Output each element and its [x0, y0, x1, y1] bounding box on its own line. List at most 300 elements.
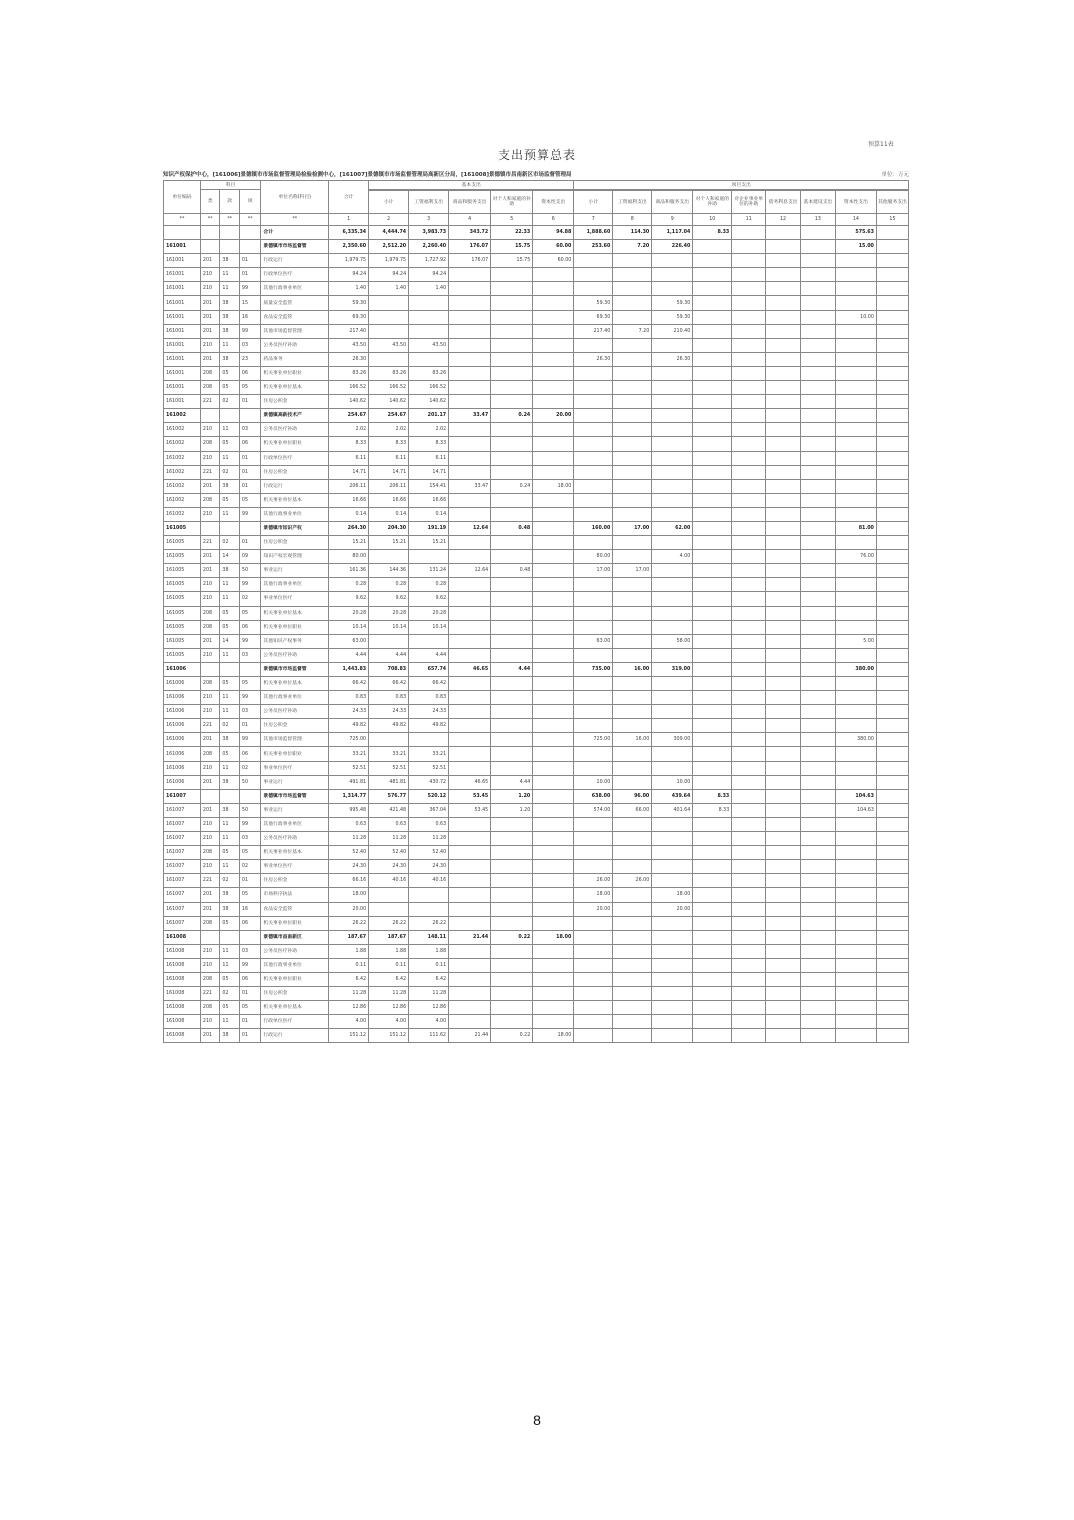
table-cell: 38	[220, 479, 239, 493]
table-cell	[613, 296, 652, 310]
table-cell	[574, 620, 613, 634]
table-cell	[876, 395, 908, 409]
table-cell	[766, 324, 801, 338]
table-cell	[613, 606, 652, 620]
unit-info-line	[163, 170, 909, 180]
table-cell	[835, 564, 876, 578]
table-cell	[533, 944, 574, 958]
table-cell: 15.00	[835, 240, 876, 254]
table-cell	[533, 352, 574, 366]
table-cell: 05	[220, 366, 239, 380]
table-cell: 59.30	[329, 296, 369, 310]
table-cell: 02	[220, 987, 239, 1001]
table-cell: 63.00	[329, 634, 369, 648]
table-cell	[652, 451, 693, 465]
table-cell: 96.00	[613, 789, 652, 803]
table-cell: 机关事业单位基本	[261, 1001, 329, 1015]
table-cell: 11	[220, 423, 239, 437]
table-cell	[876, 747, 908, 761]
table-cell	[876, 592, 908, 606]
header-index-cell: 10	[693, 214, 732, 226]
table-cell	[613, 1029, 652, 1043]
table-cell	[876, 606, 908, 620]
table-cell: 药品事务	[261, 352, 329, 366]
table-cell	[732, 832, 766, 846]
table-cell: 161001	[164, 268, 201, 282]
table-cell: 221	[200, 465, 219, 479]
table-cell	[449, 677, 491, 691]
table-cell: 161001	[164, 381, 201, 395]
table-cell	[732, 352, 766, 366]
header-basic-col: 对个人和家庭的补助	[491, 191, 533, 214]
table-cell: 52.51	[409, 761, 449, 775]
table-cell	[652, 620, 693, 634]
table-cell: 94.88	[533, 226, 574, 240]
table-cell	[732, 944, 766, 958]
table-cell	[876, 268, 908, 282]
table-cell: 161001	[164, 282, 201, 296]
table-cell	[732, 536, 766, 550]
table-cell	[449, 874, 491, 888]
table-cell	[693, 465, 732, 479]
table-cell: 491.81	[329, 775, 369, 789]
table-cell	[533, 705, 574, 719]
table-cell: 3,983.73	[409, 226, 449, 240]
table-cell	[801, 705, 836, 719]
table-cell	[613, 719, 652, 733]
table-cell	[613, 860, 652, 874]
table-row	[164, 1029, 909, 1043]
table-cell: 6,335.34	[329, 226, 369, 240]
table-cell	[613, 423, 652, 437]
header-index-cell: 2	[369, 214, 409, 226]
table-cell: 206.11	[369, 479, 409, 493]
table-cell	[732, 409, 766, 423]
table-cell: 1.40	[409, 282, 449, 296]
table-row	[164, 352, 909, 366]
table-cell: 161006	[164, 691, 201, 705]
table-cell	[766, 226, 801, 240]
table-cell	[239, 789, 261, 803]
table-cell	[801, 1015, 836, 1029]
table-cell: 38	[220, 1029, 239, 1043]
table-cell: 201	[200, 479, 219, 493]
header-unit-code: 单位编码	[164, 181, 201, 214]
table-cell	[693, 691, 732, 705]
table-cell: 38	[220, 310, 239, 324]
table-cell	[574, 423, 613, 437]
table-cell: 8.33	[693, 789, 732, 803]
table-cell	[613, 282, 652, 296]
table-cell: 0.48	[491, 521, 533, 535]
table-cell	[613, 634, 652, 648]
table-cell	[574, 930, 613, 944]
table-cell	[732, 395, 766, 409]
table-cell	[449, 916, 491, 930]
table-cell	[693, 1001, 732, 1015]
table-cell	[613, 817, 652, 831]
table-cell	[574, 437, 613, 451]
header-index-cell: 5	[491, 214, 533, 226]
table-cell	[449, 310, 491, 324]
table-cell	[766, 677, 801, 691]
table-cell: 05	[220, 846, 239, 860]
table-cell: 208	[200, 366, 219, 380]
table-row	[164, 254, 909, 268]
table-row	[164, 409, 909, 423]
table-row	[164, 733, 909, 747]
table-cell	[239, 521, 261, 535]
table-cell: 99	[239, 282, 261, 296]
header-project: 项目支出	[574, 181, 909, 190]
table-cell: 161002	[164, 493, 201, 507]
table-cell	[449, 324, 491, 338]
table-cell: 06	[239, 747, 261, 761]
table-cell: 6.42	[329, 972, 369, 986]
header-basic: 基本支出	[369, 181, 574, 190]
table-cell	[652, 719, 693, 733]
table-cell: 11.28	[329, 987, 369, 1001]
table-cell	[732, 592, 766, 606]
table-cell	[801, 719, 836, 733]
table-cell	[491, 381, 533, 395]
table-cell: 161005	[164, 634, 201, 648]
table-cell: 11	[220, 817, 239, 831]
table-cell	[449, 352, 491, 366]
table-cell: 59.30	[652, 296, 693, 310]
table-cell: 50	[239, 803, 261, 817]
table-cell	[801, 930, 836, 944]
table-cell	[491, 1015, 533, 1029]
table-cell: 574.00	[574, 803, 613, 817]
table-cell: 201	[200, 634, 219, 648]
table-cell: 52.51	[369, 761, 409, 775]
table-cell	[652, 254, 693, 268]
table-cell: 机关事业单位职业	[261, 747, 329, 761]
table-cell	[693, 944, 732, 958]
table-cell: 94.24	[409, 268, 449, 282]
table-row	[164, 1001, 909, 1015]
table-cell: 210	[200, 691, 219, 705]
table-cell: 166.52	[409, 381, 449, 395]
table-row	[164, 860, 909, 874]
table-cell	[835, 338, 876, 352]
form-number: 预算11表	[868, 141, 894, 148]
table-cell	[533, 366, 574, 380]
table-cell	[766, 662, 801, 676]
table-cell	[533, 817, 574, 831]
table-cell: 253.60	[574, 240, 613, 254]
table-cell	[693, 296, 732, 310]
table-cell	[613, 832, 652, 846]
table-cell	[613, 437, 652, 451]
table-row	[164, 324, 909, 338]
table-cell	[693, 521, 732, 535]
table-cell	[693, 733, 732, 747]
table-cell: 33.21	[329, 747, 369, 761]
header-index-cell: 15	[876, 214, 908, 226]
table-cell: 10.00	[652, 775, 693, 789]
table-cell	[876, 1001, 908, 1015]
table-cell: 206.11	[329, 479, 369, 493]
header-basic-col: 商品和服务支出	[449, 191, 491, 214]
table-cell	[766, 423, 801, 437]
table-cell: 421.48	[369, 803, 409, 817]
table-cell	[876, 296, 908, 310]
table-cell: 99	[239, 507, 261, 521]
table-cell	[801, 606, 836, 620]
table-cell	[574, 536, 613, 550]
table-cell: 221	[200, 987, 219, 1001]
table-cell	[200, 240, 219, 254]
table-cell	[876, 916, 908, 930]
table-cell: 03	[239, 944, 261, 958]
table-cell	[491, 493, 533, 507]
table-cell	[652, 437, 693, 451]
table-cell	[766, 902, 801, 916]
table-cell: 10.14	[369, 620, 409, 634]
table-cell	[732, 775, 766, 789]
table-cell: 99	[239, 578, 261, 592]
table-cell	[200, 662, 219, 676]
table-cell: 161007	[164, 860, 201, 874]
header-index-cell: 7	[574, 214, 613, 226]
table-cell	[693, 648, 732, 662]
table-cell: 0.48	[491, 564, 533, 578]
table-cell: 机关事业单位职业	[261, 916, 329, 930]
table-row	[164, 987, 909, 1001]
table-cell	[835, 606, 876, 620]
table-cell	[613, 930, 652, 944]
table-cell: 住房公积金	[261, 719, 329, 733]
table-cell: 210	[200, 451, 219, 465]
table-cell: 18.00	[533, 479, 574, 493]
table-cell: 151.12	[369, 1029, 409, 1043]
table-cell: 38	[220, 296, 239, 310]
table-cell: 20.28	[409, 606, 449, 620]
table-cell: 0.24	[491, 479, 533, 493]
table-cell	[693, 310, 732, 324]
table-cell: 行政运行	[261, 479, 329, 493]
header-project-col: 债务利息支出	[766, 191, 801, 214]
table-cell	[449, 578, 491, 592]
table-cell	[449, 944, 491, 958]
table-cell: 161007	[164, 846, 201, 860]
table-cell	[835, 324, 876, 338]
table-cell	[574, 846, 613, 860]
table-cell	[835, 832, 876, 846]
table-cell	[449, 282, 491, 296]
table-cell	[693, 338, 732, 352]
table-cell: 38	[220, 324, 239, 338]
table-cell: 161001	[164, 254, 201, 268]
table-cell: 11	[220, 282, 239, 296]
table-cell	[801, 1001, 836, 1015]
table-cell	[613, 987, 652, 1001]
table-cell: 208	[200, 972, 219, 986]
table-cell	[533, 507, 574, 521]
table-cell: 2,512.20	[369, 240, 409, 254]
table-cell	[652, 606, 693, 620]
table-cell: 食品安全监管	[261, 902, 329, 916]
table-cell	[491, 916, 533, 930]
table-cell	[533, 521, 574, 535]
table-cell	[801, 437, 836, 451]
table-cell: 161002	[164, 479, 201, 493]
table-cell	[574, 479, 613, 493]
table-cell: 210	[200, 1015, 219, 1029]
table-cell	[876, 888, 908, 902]
table-cell: 38	[220, 803, 239, 817]
table-cell	[613, 352, 652, 366]
table-cell: 住房公积金	[261, 465, 329, 479]
table-cell	[801, 944, 836, 958]
table-cell: 质量安全监管	[261, 296, 329, 310]
table-cell: 201	[200, 310, 219, 324]
table-cell	[449, 620, 491, 634]
table-cell: 16.66	[329, 493, 369, 507]
table-cell	[491, 987, 533, 1001]
table-cell	[732, 366, 766, 380]
table-cell: 161008	[164, 930, 201, 944]
table-cell: 161006	[164, 747, 201, 761]
table-cell: 66.16	[329, 874, 369, 888]
table-cell	[613, 550, 652, 564]
header-project-col: 资本性支出	[835, 191, 876, 214]
table-cell	[652, 1015, 693, 1029]
table-cell: 208	[200, 493, 219, 507]
table-cell: 11	[220, 648, 239, 662]
table-cell	[574, 578, 613, 592]
table-cell: 景德镇市昌南新区	[261, 930, 329, 944]
table-cell: 4.00	[369, 1015, 409, 1029]
table-cell	[732, 564, 766, 578]
table-cell	[766, 691, 801, 705]
table-cell	[693, 409, 732, 423]
table-cell: 其他知识产权事务	[261, 634, 329, 648]
table-cell	[876, 507, 908, 521]
table-cell: 其他行政事业单位	[261, 507, 329, 521]
table-cell: 43.50	[409, 338, 449, 352]
table-cell	[693, 677, 732, 691]
table-cell	[220, 240, 239, 254]
table-cell: 176.07	[449, 240, 491, 254]
table-cell	[652, 747, 693, 761]
table-cell	[491, 761, 533, 775]
table-cell: 380.00	[835, 662, 876, 676]
table-row	[164, 381, 909, 395]
table-cell: 03	[239, 832, 261, 846]
table-cell	[693, 366, 732, 380]
table-cell	[766, 578, 801, 592]
table-cell	[491, 944, 533, 958]
table-cell	[449, 987, 491, 1001]
table-cell	[801, 451, 836, 465]
table-cell	[533, 634, 574, 648]
table-cell	[732, 987, 766, 1001]
table-cell	[766, 888, 801, 902]
table-row	[164, 366, 909, 380]
table-cell: 104.63	[835, 803, 876, 817]
table-cell	[533, 395, 574, 409]
table-cell: 481.81	[369, 775, 409, 789]
table-cell: 50	[239, 775, 261, 789]
table-cell: 33.21	[409, 747, 449, 761]
table-cell	[491, 817, 533, 831]
table-cell: 15.21	[409, 536, 449, 550]
table-cell	[732, 761, 766, 775]
table-cell: 11.28	[409, 987, 449, 1001]
table-cell	[652, 705, 693, 719]
table-cell: 知识产权宏观管理	[261, 550, 329, 564]
table-cell: 8.33	[693, 226, 732, 240]
table-cell	[449, 451, 491, 465]
table-cell: 62.00	[652, 521, 693, 535]
table-cell: 01	[239, 536, 261, 550]
table-row	[164, 493, 909, 507]
table-cell	[693, 662, 732, 676]
table-cell: 187.67	[369, 930, 409, 944]
table-cell	[652, 493, 693, 507]
table-cell: 161001	[164, 296, 201, 310]
table-cell: 0.28	[369, 578, 409, 592]
table-cell: 03	[239, 648, 261, 662]
table-cell: 12.64	[449, 521, 491, 535]
table-cell: 99	[239, 817, 261, 831]
table-cell	[835, 987, 876, 1001]
table-cell: 7.20	[613, 324, 652, 338]
table-cell	[369, 902, 409, 916]
table-cell: 01	[239, 395, 261, 409]
table-cell: 208	[200, 437, 219, 451]
table-cell	[801, 296, 836, 310]
table-cell	[766, 451, 801, 465]
table-cell: 15.21	[329, 536, 369, 550]
table-cell	[533, 268, 574, 282]
table-cell: 01	[239, 451, 261, 465]
table-cell	[693, 846, 732, 860]
table-cell	[766, 916, 801, 930]
table-cell: 201	[200, 733, 219, 747]
table-cell	[732, 902, 766, 916]
table-cell	[732, 226, 766, 240]
header-project-col: 其他服务支出	[876, 191, 908, 214]
table-cell	[801, 395, 836, 409]
table-cell: 8.33	[409, 437, 449, 451]
table-cell: 161008	[164, 1001, 201, 1015]
table-cell	[801, 423, 836, 437]
table-cell: 38	[220, 733, 239, 747]
table-cell	[801, 775, 836, 789]
table-cell	[533, 310, 574, 324]
table-cell	[574, 395, 613, 409]
table-cell	[449, 958, 491, 972]
table-cell	[693, 324, 732, 338]
table-cell	[652, 860, 693, 874]
table-cell: 事业单位医疗	[261, 761, 329, 775]
table-cell	[652, 282, 693, 296]
table-cell: 161002	[164, 465, 201, 479]
table-cell: 24.30	[369, 860, 409, 874]
table-cell	[766, 972, 801, 986]
table-cell: 161007	[164, 803, 201, 817]
table-cell: 24.33	[329, 705, 369, 719]
table-cell: 14.71	[409, 465, 449, 479]
table-cell	[835, 437, 876, 451]
table-cell: 161001	[164, 338, 201, 352]
table-cell	[693, 747, 732, 761]
table-cell: 12.86	[329, 1001, 369, 1015]
